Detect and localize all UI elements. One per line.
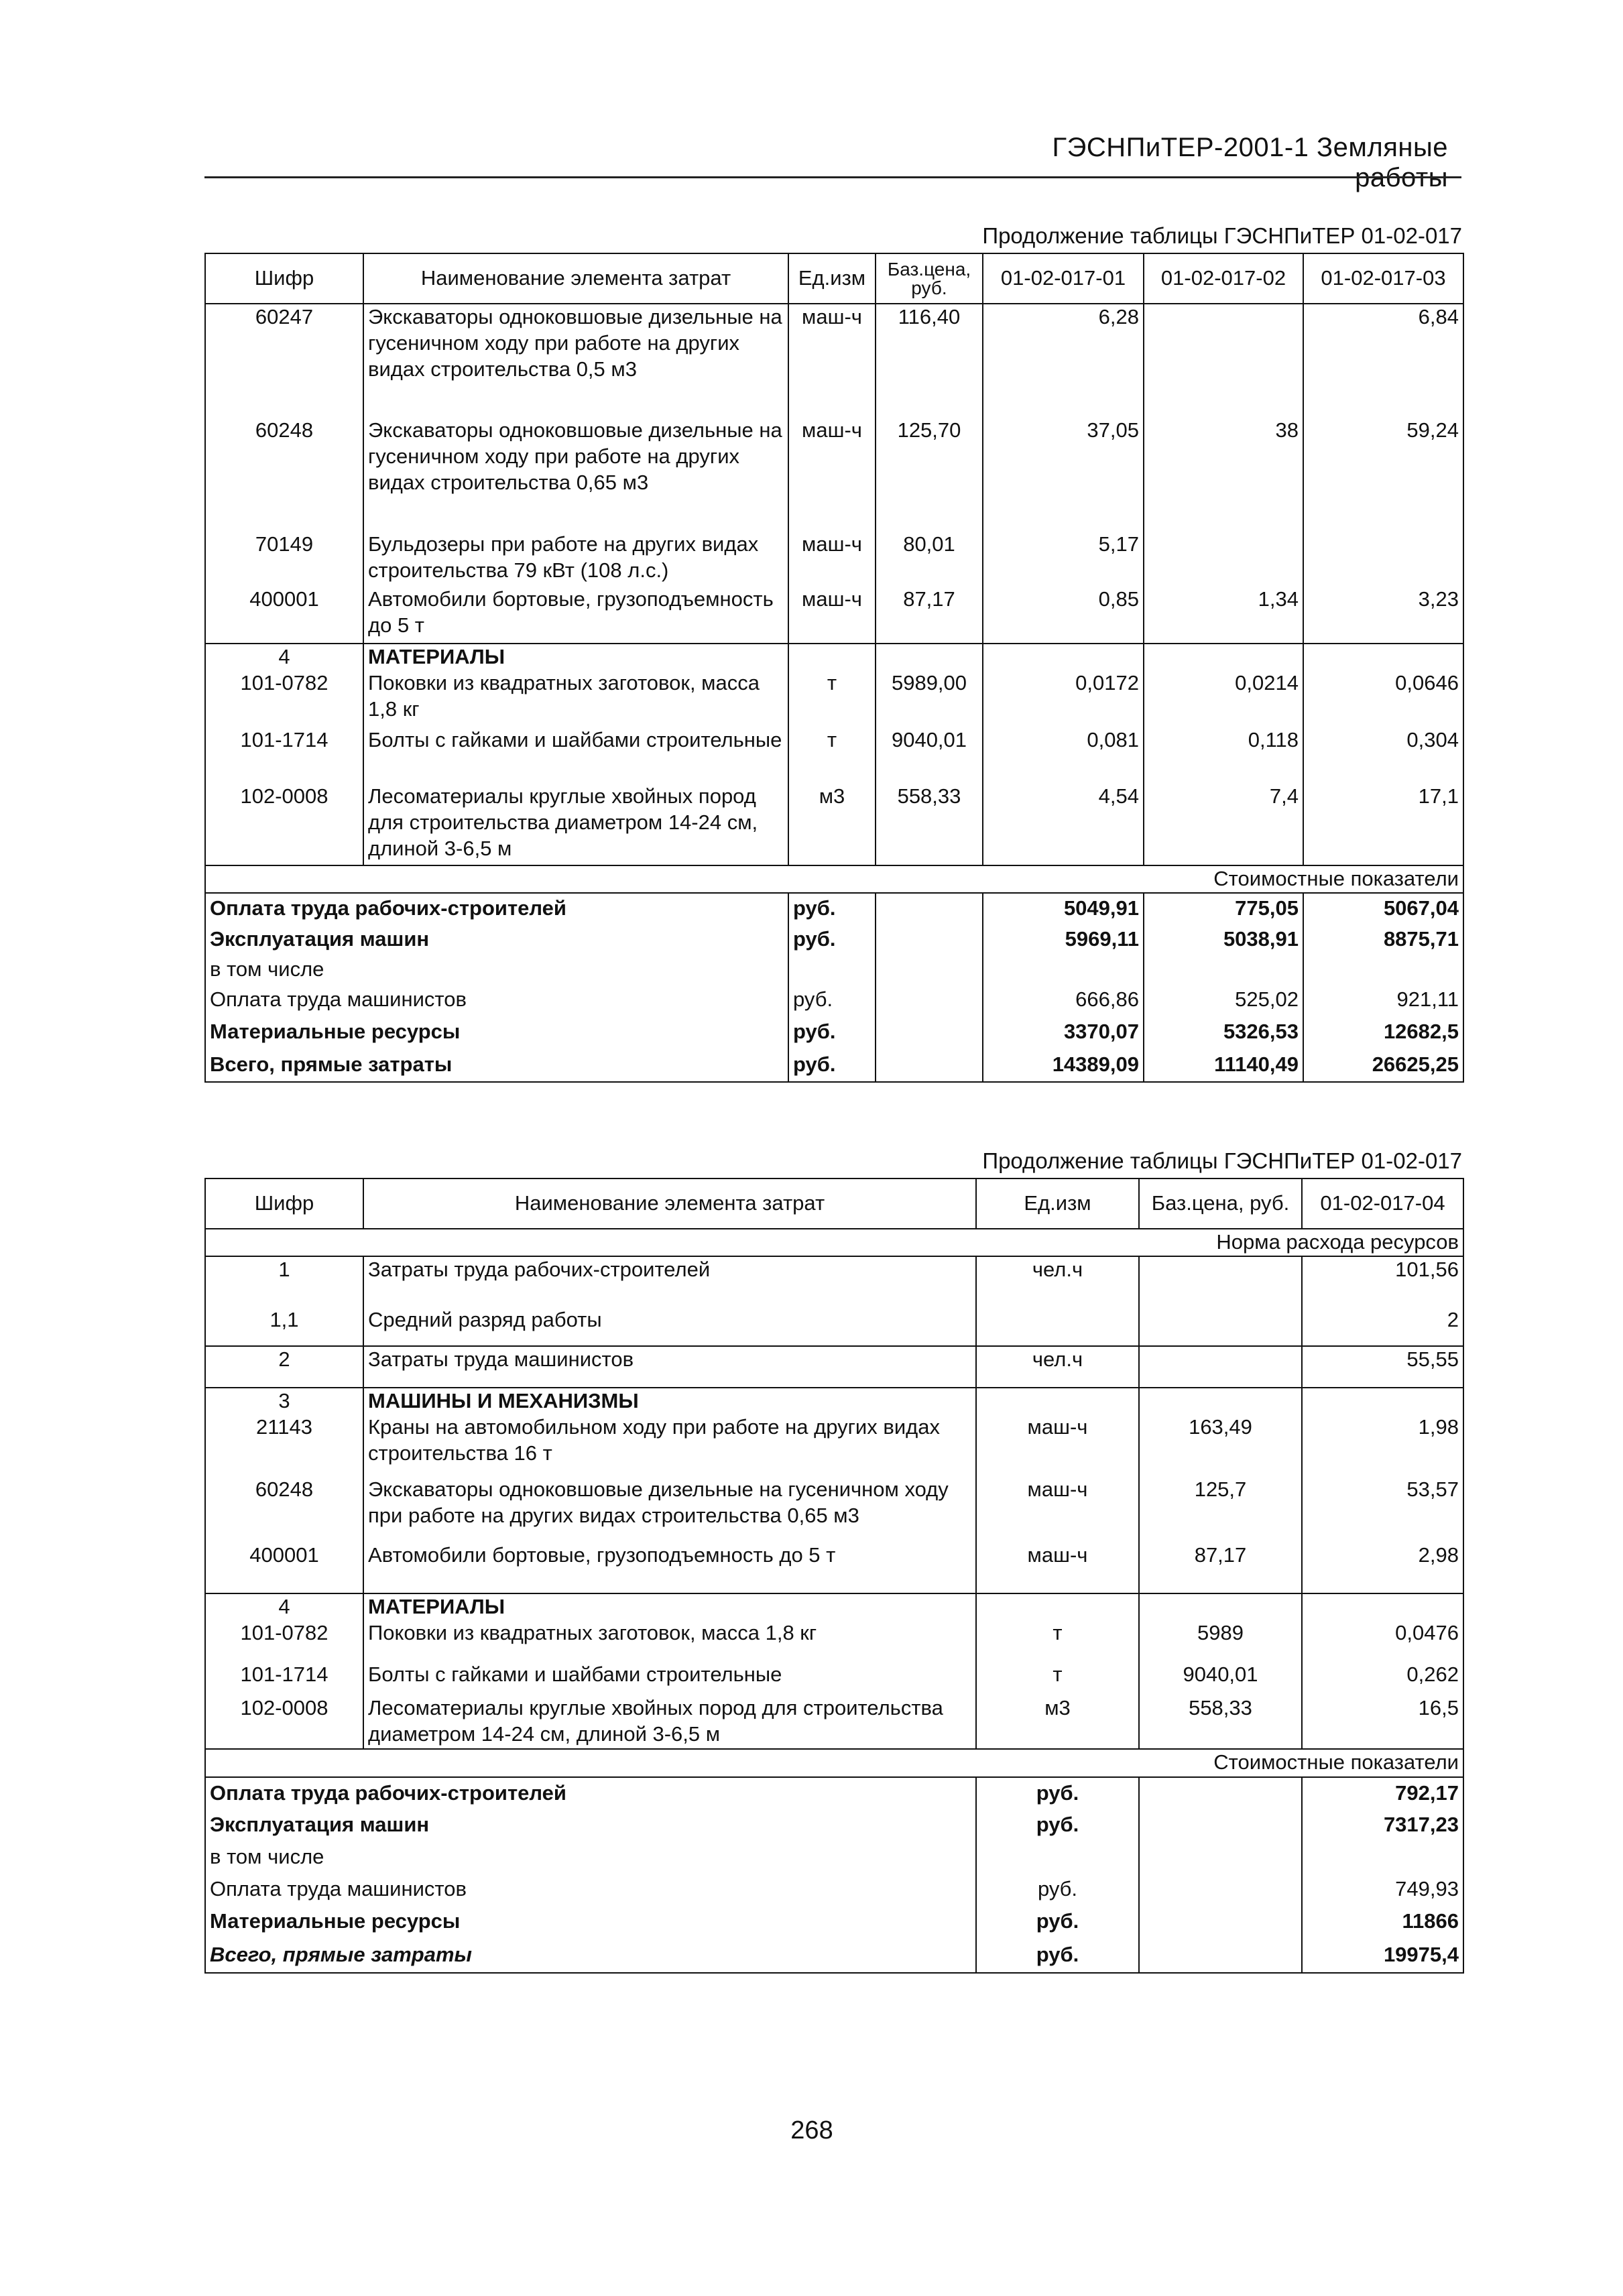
cost-unit: руб.: [788, 893, 876, 924]
section-label: Стоимостные показатели: [205, 865, 1463, 893]
cell-unit: маш-ч: [788, 418, 876, 532]
cell-value: 0,118: [1144, 727, 1303, 784]
page-number: 268: [790, 2116, 833, 2144]
cell-unit: маш-ч: [788, 532, 876, 587]
cost-value: 5326,53: [1144, 1016, 1303, 1048]
cell-code: 21143: [205, 1414, 363, 1477]
cell-value: 17,1: [1303, 784, 1463, 865]
cost-unit: руб.: [976, 1938, 1139, 1973]
cell-code: 1,1: [205, 1307, 363, 1346]
cell-name: Болты с гайками и шайбами строительные: [363, 1662, 976, 1695]
cost-value: 792,17: [1302, 1777, 1463, 1809]
cost-value: 11866: [1302, 1906, 1463, 1938]
cost-price-empty: [876, 893, 983, 924]
cell-value: 38: [1144, 418, 1303, 532]
cell-value: [1302, 1388, 1463, 1414]
cell-value: 4,54: [983, 784, 1144, 865]
cost-value: 921,11: [1303, 984, 1463, 1016]
cost-row: [205, 1809, 1463, 1841]
cell-unit: маш-ч: [976, 1477, 1139, 1543]
cost-value: 14389,09: [983, 1048, 1144, 1082]
cell-code: 101-0782: [205, 670, 363, 727]
cell-code: 101-0782: [205, 1620, 363, 1662]
cell-price: 80,01: [876, 532, 983, 587]
cell-price: 9040,01: [1139, 1662, 1302, 1695]
cell-value: 16,5: [1302, 1695, 1463, 1749]
table-row: [205, 418, 1463, 532]
norm-label: Норма расхода ресурсов: [205, 1229, 1463, 1256]
cell-value: 0,081: [983, 727, 1144, 784]
table-row: [205, 670, 1463, 727]
table-row: [205, 532, 1463, 587]
cell-name: Поковки из квадратных заготовок, масса 1,8 кг: [363, 670, 788, 727]
cell-name: Затраты труда машинистов: [363, 1346, 976, 1388]
cost-price-empty: [876, 984, 983, 1016]
cell-name: Бульдозеры при работе на других видах строительства 79 кВт (108 л.с.): [363, 532, 788, 587]
cell-price: [1139, 1346, 1302, 1388]
cost-row: [205, 984, 1463, 1016]
cell-value: 0,0214: [1144, 670, 1303, 727]
cell-price: [1139, 1388, 1302, 1414]
cell-code: 60248: [205, 418, 363, 532]
table2-caption: Продолжение таблицы ГЭСНПиТЕР 01-02-017: [982, 1148, 1462, 1173]
cost-price-empty: [1139, 1777, 1302, 1809]
col-header-price: Баз.цена, руб.: [876, 253, 983, 304]
cell-code: 1: [205, 1256, 363, 1307]
table-row: [205, 1543, 1463, 1593]
cell-unit: т: [788, 727, 876, 784]
cell-unit: т: [976, 1662, 1139, 1695]
cost-row: [205, 1874, 1463, 1906]
cell-price: 9040,01: [876, 727, 983, 784]
cell-value: 6,84: [1303, 304, 1463, 418]
table-row: [205, 587, 1463, 644]
cell-value: 7,4: [1144, 784, 1303, 865]
cost-price-empty: [1139, 1809, 1302, 1841]
cost-unit: руб.: [976, 1906, 1139, 1938]
col-header-name: Наименование элемента затрат: [363, 253, 788, 304]
cost-unit: руб.: [976, 1777, 1139, 1809]
cell-value: [1302, 1593, 1463, 1620]
table-row: [205, 1388, 1463, 1414]
cell-price: 5989: [1139, 1620, 1302, 1662]
cell-unit: т: [788, 670, 876, 727]
cell-price: [1139, 1307, 1302, 1346]
cell-value: [1303, 532, 1463, 587]
table2: [204, 1178, 1464, 1974]
cost-value: 7317,23: [1302, 1809, 1463, 1841]
cost-label: в том числе: [205, 1841, 976, 1874]
cell-value: 1,98: [1302, 1414, 1463, 1477]
cell-value: 2,98: [1302, 1543, 1463, 1593]
table-row: [205, 1307, 1463, 1346]
cell-unit: м3: [788, 784, 876, 865]
cell-value: [1144, 532, 1303, 587]
cell-value: [1144, 644, 1303, 670]
cost-label: Оплата труда машинистов: [205, 1874, 976, 1906]
cost-value: 666,86: [983, 984, 1144, 1016]
cell-name: Лесоматериалы круглые хвойных пород для строительства диаметром 14-24 см, длиной 3-6,5 м: [363, 1695, 976, 1749]
cost-value: [983, 956, 1144, 984]
cost-value: 5969,11: [983, 924, 1144, 956]
cell-unit: маш-ч: [976, 1543, 1139, 1593]
cell-value: 0,304: [1303, 727, 1463, 784]
cell-price: 163,49: [1139, 1414, 1302, 1477]
cell-name: Экскаваторы одноковшовые дизельные на гусеничном ходу при работе на других видах строительства 0,65 м3: [363, 1477, 976, 1543]
table1: [204, 253, 1464, 1083]
cost-label: в том числе: [205, 956, 788, 984]
cell-code: 101-1714: [205, 1662, 363, 1695]
cost-value: [1144, 956, 1303, 984]
col-header-03: 01-02-017-03: [1303, 253, 1463, 304]
section-label-row: [205, 1749, 1463, 1777]
cost-value: [1302, 1841, 1463, 1874]
cost-price-empty: [876, 1016, 983, 1048]
cell-price: [1139, 1256, 1302, 1307]
section-label-row: [205, 865, 1463, 893]
cost-row: [205, 956, 1463, 984]
cost-label: Материальные ресурсы: [205, 1016, 788, 1048]
cost-value: [1303, 956, 1463, 984]
cell-value: [1144, 304, 1303, 418]
cell-value: [983, 644, 1144, 670]
col-header-code: Шифр: [205, 253, 363, 304]
cost-value: 12682,5: [1303, 1016, 1463, 1048]
cost-unit: [976, 1841, 1139, 1874]
cost-label: Оплата труда машинистов: [205, 984, 788, 1016]
cost-label: Оплата труда рабочих-строителей: [205, 893, 788, 924]
cell-price: 558,33: [876, 784, 983, 865]
cell-unit: [788, 644, 876, 670]
section-heading: МАШИНЫ И МЕХАНИЗМЫ: [363, 1388, 976, 1414]
col-header-01: 01-02-017-01: [983, 253, 1144, 304]
cost-value: 5067,04: [1303, 893, 1463, 924]
cost-value: 8875,71: [1303, 924, 1463, 956]
section-label: Стоимостные показатели: [205, 1749, 1463, 1777]
col-header-unit: Ед.изм: [976, 1179, 1139, 1229]
cost-row: [205, 893, 1463, 924]
cost-price-empty: [876, 924, 983, 956]
cell-value: 2: [1302, 1307, 1463, 1346]
cell-name: Автомобили бортовые, грузоподъемность до 5 т: [363, 1543, 976, 1593]
running-title: ГЭСНПиТЕР-2001-1 Земляные работы: [1052, 133, 1448, 192]
table1-header-row: [205, 253, 1463, 304]
cost-label: Всего, прямые затраты: [205, 1938, 976, 1973]
cell-code: 101-1714: [205, 727, 363, 784]
cost-value: 5038,91: [1144, 924, 1303, 956]
cost-label: Эксплуатация машин: [205, 924, 788, 956]
section-heading: МАТЕРИАЛЫ: [363, 1593, 976, 1620]
col-header-04: 01-02-017-04: [1302, 1179, 1463, 1229]
cell-value: 55,55: [1302, 1346, 1463, 1388]
cell-price: 5989,00: [876, 670, 983, 727]
table-row: [205, 1414, 1463, 1477]
cell-value: 1,34: [1144, 587, 1303, 644]
cost-value: 525,02: [1144, 984, 1303, 1016]
cost-label: Оплата труда рабочих-строителей: [205, 1777, 976, 1809]
cell-code: 60248: [205, 1477, 363, 1543]
cost-unit: руб.: [976, 1809, 1139, 1841]
cell-name: Затраты труда рабочих-строителей: [363, 1256, 976, 1307]
cell-code: 400001: [205, 587, 363, 644]
col-header-code: Шифр: [205, 1179, 363, 1229]
cell-value: 101,56: [1302, 1256, 1463, 1307]
table-row: [205, 727, 1463, 784]
cell-unit: чел.ч: [976, 1256, 1139, 1307]
cell-code: 102-0008: [205, 1695, 363, 1749]
cell-price: 558,33: [1139, 1695, 1302, 1749]
table-row: [205, 304, 1463, 418]
cell-value: 0,0646: [1303, 670, 1463, 727]
cost-unit: руб.: [976, 1874, 1139, 1906]
cost-row: [205, 1906, 1463, 1938]
cell-value: 37,05: [983, 418, 1144, 532]
table-row: [205, 1593, 1463, 1620]
cell-price: 87,17: [876, 587, 983, 644]
cell-unit: [976, 1593, 1139, 1620]
table-row: [205, 784, 1463, 865]
col-header-name: Наименование элемента затрат: [363, 1179, 976, 1229]
table-row: [205, 1695, 1463, 1749]
cell-code: 3: [205, 1388, 363, 1414]
cell-unit: [976, 1307, 1139, 1346]
cost-row: [205, 1777, 1463, 1809]
col-header-02: 01-02-017-02: [1144, 253, 1303, 304]
cost-row: [205, 924, 1463, 956]
table-row: [205, 1256, 1463, 1307]
cell-unit: т: [976, 1620, 1139, 1662]
cost-unit: руб.: [788, 1016, 876, 1048]
cell-code: 400001: [205, 1543, 363, 1593]
col-header-unit: Ед.изм: [788, 253, 876, 304]
cell-value: 59,24: [1303, 418, 1463, 532]
cost-label: Эксплуатация машин: [205, 1809, 976, 1841]
cell-value: [1303, 644, 1463, 670]
cell-name: Экскаваторы одноковшовые дизельные на гусеничном ходу при работе на других видах строительства 0,5 м3: [363, 304, 788, 418]
cost-row: [205, 1048, 1463, 1082]
cell-code: 4: [205, 644, 363, 670]
cost-value: 19975,4: [1302, 1938, 1463, 1973]
cost-row: [205, 1016, 1463, 1048]
cost-value: 775,05: [1144, 893, 1303, 924]
cost-value: 26625,25: [1303, 1048, 1463, 1082]
cost-value: 5049,91: [983, 893, 1144, 924]
cost-price-empty: [1139, 1841, 1302, 1874]
cell-code: 70149: [205, 532, 363, 587]
table-row: [205, 644, 1463, 670]
cell-price: [1139, 1593, 1302, 1620]
cell-value: 6,28: [983, 304, 1144, 418]
cell-name: Лесоматериалы круглые хвойных пород для строительства диаметром 14-24 см, длиной 3-6,5 м: [363, 784, 788, 865]
cell-value: 0,0476: [1302, 1620, 1463, 1662]
cell-price: 125,7: [1139, 1477, 1302, 1543]
cell-name: Поковки из квадратных заготовок, масса 1,8 кг: [363, 1620, 976, 1662]
cost-unit: руб.: [788, 924, 876, 956]
cell-unit: [976, 1388, 1139, 1414]
cell-name: Экскаваторы одноковшовые дизельные на гусеничном ходу при работе на других видах строительства 0,65 м3: [363, 418, 788, 532]
norm-label-row: [205, 1229, 1463, 1256]
table2-header-row: [205, 1179, 1463, 1229]
cell-unit: маш-ч: [788, 304, 876, 418]
cell-value: 5,17: [983, 532, 1144, 587]
cell-price: 125,70: [876, 418, 983, 532]
cell-name: Автомобили бортовые, грузоподъемность до 5 т: [363, 587, 788, 644]
cell-value: 0,262: [1302, 1662, 1463, 1695]
cell-value: 53,57: [1302, 1477, 1463, 1543]
cost-unit: руб.: [788, 984, 876, 1016]
cell-value: 0,85: [983, 587, 1144, 644]
cell-price: 87,17: [1139, 1543, 1302, 1593]
cost-value: 11140,49: [1144, 1048, 1303, 1082]
cost-price-empty: [1139, 1874, 1302, 1906]
cell-price: 116,40: [876, 304, 983, 418]
cell-name: Средний разряд работы: [363, 1307, 976, 1346]
table-row: [205, 1662, 1463, 1695]
cell-name: Краны на автомобильном ходу при работе на других видах строительства 16 т: [363, 1414, 976, 1477]
cell-unit: маш-ч: [976, 1414, 1139, 1477]
cell-price: [876, 644, 983, 670]
cost-label: Материальные ресурсы: [205, 1906, 976, 1938]
cost-price-empty: [1139, 1938, 1302, 1973]
cost-unit: руб.: [788, 1048, 876, 1082]
header-rule: [204, 176, 1461, 178]
cost-label: Всего, прямые затраты: [205, 1048, 788, 1082]
cost-price-empty: [876, 1048, 983, 1082]
cell-unit: чел.ч: [976, 1346, 1139, 1388]
cost-value: 749,93: [1302, 1874, 1463, 1906]
cell-code: 60247: [205, 304, 363, 418]
cell-unit: м3: [976, 1695, 1139, 1749]
cell-unit: маш-ч: [788, 587, 876, 644]
cost-unit: [788, 956, 876, 984]
cell-code: 2: [205, 1346, 363, 1388]
section-heading: МАТЕРИАЛЫ: [363, 644, 788, 670]
cost-row: [205, 1938, 1463, 1973]
table-row: [205, 1620, 1463, 1662]
cell-code: 4: [205, 1593, 363, 1620]
col-header-price: Баз.цена, руб.: [1139, 1179, 1302, 1229]
cost-value: 3370,07: [983, 1016, 1144, 1048]
cost-price-empty: [876, 956, 983, 984]
cell-value: 3,23: [1303, 587, 1463, 644]
cell-name: Болты с гайками и шайбами строительные: [363, 727, 788, 784]
table-row: [205, 1477, 1463, 1543]
cost-price-empty: [1139, 1906, 1302, 1938]
table-row: [205, 1346, 1463, 1388]
cell-code: 102-0008: [205, 784, 363, 865]
table1-caption: Продолжение таблицы ГЭСНПиТЕР 01-02-017: [982, 223, 1462, 248]
cost-row: [205, 1841, 1463, 1874]
cell-value: 0,0172: [983, 670, 1144, 727]
